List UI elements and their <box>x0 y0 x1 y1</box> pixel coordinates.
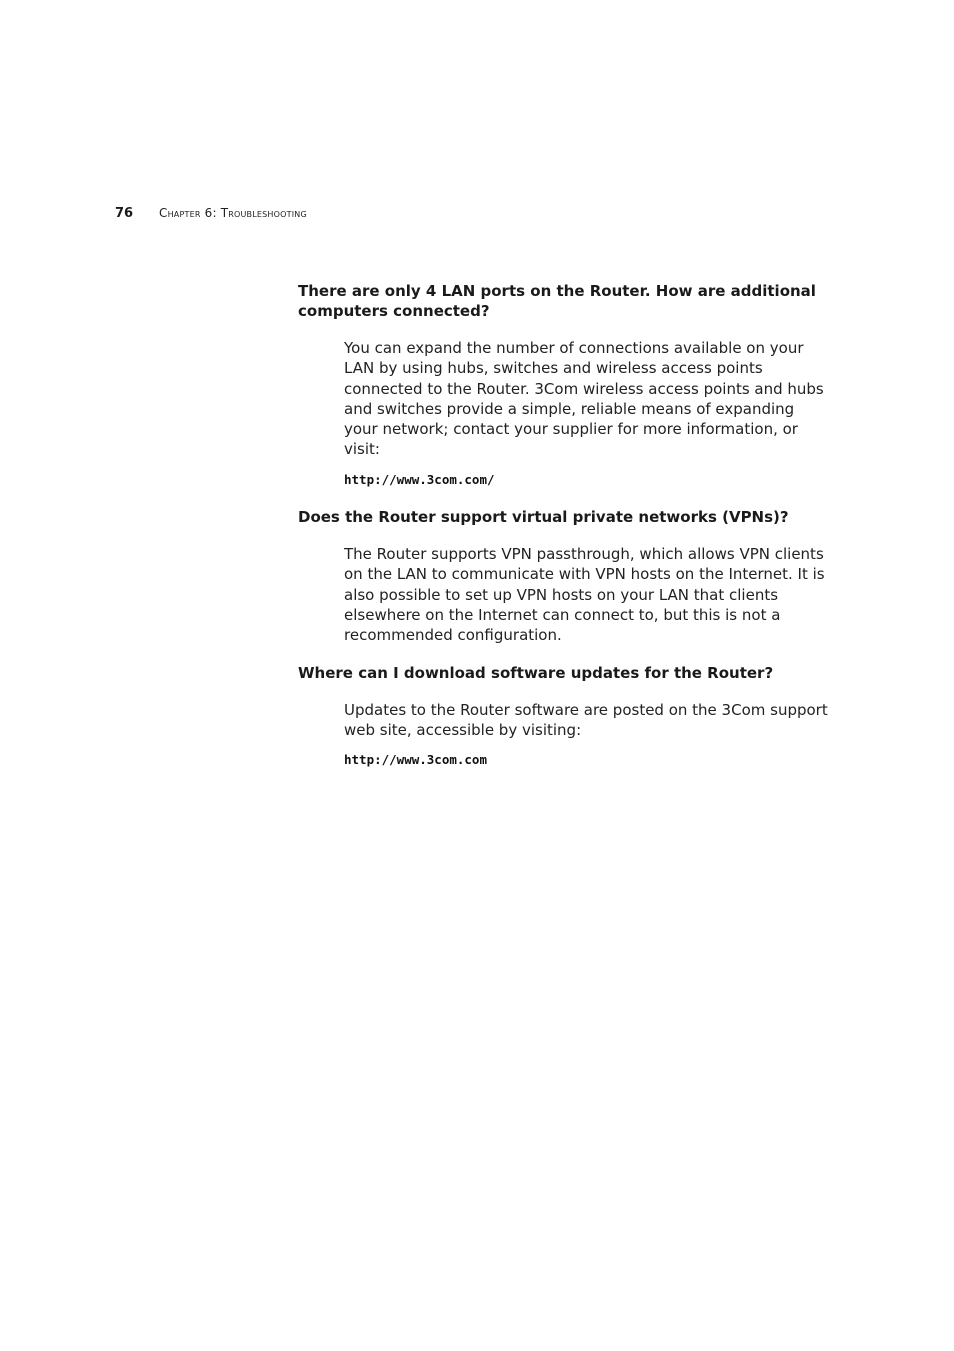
page-number: 76 <box>115 206 134 221</box>
faq-question: Where can I download software updates for the Router? <box>298 663 774 682</box>
faq-item-software-updates <box>298 663 828 771</box>
faq-question: Does the Router support virtual private networks (VPNs)? <box>298 508 789 527</box>
faq-item-vpn <box>298 507 828 645</box>
faq-answer <box>344 338 828 490</box>
faq-item-lan-ports <box>298 281 828 490</box>
faq-content <box>298 281 828 770</box>
faq-answer <box>344 544 828 645</box>
url-link[interactable]: http://www.3com.com <box>344 752 487 768</box>
faq-answer <box>344 700 828 771</box>
faq-answer-text: You can expand the number of connections available on your LAN by using hubs, switches and wireless access points connected to the Router. 3Com wireless access points and hubs and switches provide a simple, reliable means of expanding your network; contact your supplier for more information, or visit: <box>344 339 824 459</box>
page-header <box>115 206 307 224</box>
chapter-title: Chapter 6: Troubleshooting <box>159 206 307 220</box>
faq-answer-text: Updates to the Router software are posted on the 3Com support web site, accessible by visiting: <box>344 700 828 739</box>
faq-question: There are only 4 LAN ports on the Router. How are additional computers connected? <box>298 282 816 320</box>
url-link[interactable]: http://www.3com.com/ <box>344 471 495 487</box>
faq-answer-text: The Router supports VPN passthrough, which allows VPN clients on the LAN to communicate with VPN hosts on the Internet. It is also possible to set up VPN hosts on your LAN that clients elsewhere on the Internet can connect to, but this is not a recommended configuration. <box>344 545 825 645</box>
